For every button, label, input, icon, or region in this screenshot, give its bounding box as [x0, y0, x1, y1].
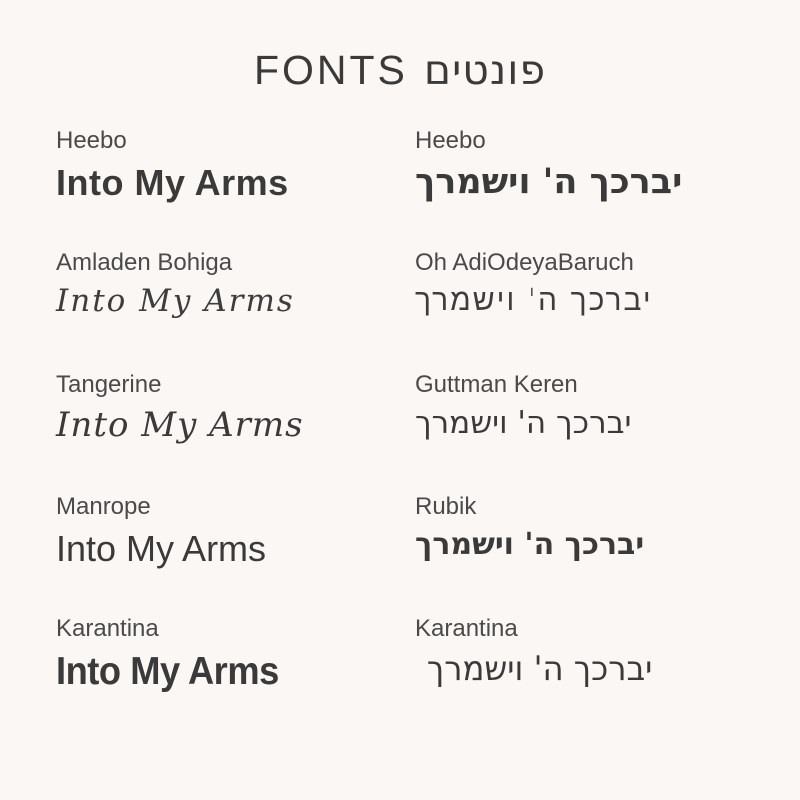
font-sample-manrope-latin [56, 494, 385, 616]
font-name-label: Amladen Bohiga [56, 249, 233, 276]
page-title-hebrew: פונטים [423, 46, 547, 94]
font-sample-text: Into My Arms [56, 650, 279, 694]
font-sample-rubik-hebrew [415, 494, 744, 616]
font-sample-text: יברכך ה' וישמרך [415, 162, 683, 203]
font-sample-tangerine-latin [56, 372, 385, 494]
font-sample-heebo-hebrew [415, 128, 744, 250]
font-sample-guttman-keren-hebrew [415, 372, 744, 494]
font-name-label: Manrope [56, 493, 151, 520]
font-sample-text: יברכך ה' וישמרך [415, 283, 653, 319]
font-sample-text: יברכך ה' וישמרך [415, 405, 632, 442]
font-name-label: Heebo [56, 127, 127, 154]
font-name-label: Karantina [56, 615, 159, 642]
page-title [56, 0, 744, 94]
page-title-english: FONTS [253, 47, 408, 93]
font-sample-text: Into My Arms [56, 405, 304, 446]
font-sample-karantina-hebrew [415, 616, 744, 738]
font-sample-amladen-bohiga-latin [56, 250, 385, 372]
font-sample-text: יברכך ה' וישמרך [426, 649, 653, 690]
font-sample-text: Into My Arms [56, 528, 267, 570]
font-samples-grid [56, 128, 744, 738]
font-sample-heebo-latin [56, 128, 385, 250]
font-name-label: Tangerine [56, 371, 162, 398]
font-sample-text: Into My Arms [56, 162, 289, 204]
font-sample-text: Into My Arms [56, 283, 295, 320]
font-sample-oh-adiodeyabaruch-hebrew [415, 250, 744, 372]
font-name-label: Heebo [415, 127, 486, 154]
font-name-label: Karantina [415, 615, 518, 642]
font-name-label: Rubik [415, 493, 477, 520]
font-name-label: Guttman Keren [415, 371, 578, 398]
font-name-label: Oh AdiOdeyaBaruch [415, 249, 634, 276]
font-sample-karantina-latin [56, 616, 385, 738]
font-sample-text: יברכך ה' וישמרך [415, 527, 645, 563]
